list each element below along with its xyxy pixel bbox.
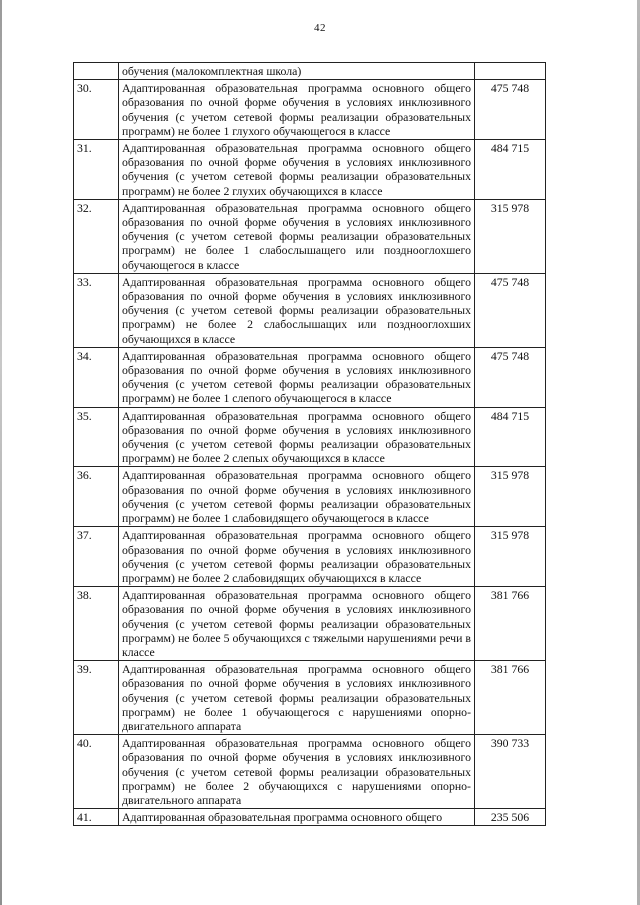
table-row xyxy=(74,661,546,735)
program-description: Адаптированная образовательная программа основного общего образования по очной форме обучения в условиях инклюзивного обучения (с учетом сетевой формы реализации образовательных программ) не более 1 глухого обучающегося в классе xyxy=(119,80,475,140)
program-description: Адаптированная образовательная программа основного общего образования по очной форме обучения в условиях инклюзивного обучения (с учетом сетевой формы реализации образовательных программ) не более 5 обучающихся с тяжелыми нарушениями речи в классе xyxy=(119,587,475,661)
row-number: 30. xyxy=(74,80,119,140)
row-number: 33. xyxy=(74,273,119,347)
row-number: 38. xyxy=(74,587,119,661)
cost-value: 475 748 xyxy=(475,273,546,347)
table-row xyxy=(74,809,546,826)
table-row xyxy=(74,80,546,140)
table-row xyxy=(74,347,546,407)
cost-norms-table xyxy=(73,62,546,826)
table-row xyxy=(74,407,546,467)
row-number: 37. xyxy=(74,527,119,587)
cost-value: 381 766 xyxy=(475,587,546,661)
cost-value: 390 733 xyxy=(475,735,546,809)
page-number: 42 xyxy=(314,22,326,34)
program-description: Адаптированная образовательная программа основного общего xyxy=(119,809,475,826)
program-description: Адаптированная образовательная программа основного общего образования по очной форме обучения в условиях инклюзивного обучения (с учетом сетевой формы реализации образовательных программ) не более 2 слабослышащих или позднооглохших обучающихся в классе xyxy=(119,273,475,347)
cost-value xyxy=(475,63,546,80)
row-number: 39. xyxy=(74,661,119,735)
cost-value: 475 748 xyxy=(475,347,546,407)
table-row xyxy=(74,527,546,587)
cost-value: 315 978 xyxy=(475,467,546,527)
row-number: 36. xyxy=(74,467,119,527)
program-description: Адаптированная образовательная программа основного общего образования по очной форме обучения в условиях инклюзивного обучения (с учетом сетевой формы реализации образовательных программ) не более 1 слепого обучающегося в классе xyxy=(119,347,475,407)
cost-value: 315 978 xyxy=(475,527,546,587)
cost-value: 475 748 xyxy=(475,80,546,140)
row-number: 31. xyxy=(74,140,119,200)
program-description: Адаптированная образовательная программа основного общего образования по очной форме обучения в условиях инклюзивного обучения (с учетом сетевой формы реализации образовательных программ) не более 1 слабослышащего или позднооглохшего обучающегося в классе xyxy=(119,199,475,273)
program-description: Адаптированная образовательная программа основного общего образования по очной форме обучения в условиях инклюзивного обучения (с учетом сетевой формы реализации образовательных программ) не более 1 слабовидящего обучающегося в классе xyxy=(119,467,475,527)
cost-value: 484 715 xyxy=(475,407,546,467)
table-row xyxy=(74,273,546,347)
scan-edge-left xyxy=(0,0,2,905)
cost-value: 235 506 xyxy=(475,809,546,826)
table-row xyxy=(74,199,546,273)
program-description: Адаптированная образовательная программа основного общего образования по очной форме обучения в условиях инклюзивного обучения (с учетом сетевой формы реализации образовательных программ) не более 2 слепых обучающихся в классе xyxy=(119,407,475,467)
row-number: 41. xyxy=(74,809,119,826)
cost-value: 484 715 xyxy=(475,140,546,200)
table-row xyxy=(74,735,546,809)
row-number: 40. xyxy=(74,735,119,809)
cost-value: 381 766 xyxy=(475,661,546,735)
row-number: 35. xyxy=(74,407,119,467)
table-row xyxy=(74,467,546,527)
program-description: Адаптированная образовательная программа основного общего образования по очной форме обучения в условиях инклюзивного обучения (с учетом сетевой формы реализации образовательных программ) не более 2 глухих обучающихся в классе xyxy=(119,140,475,200)
table-row xyxy=(74,587,546,661)
table-body xyxy=(74,63,546,826)
program-description: Адаптированная образовательная программа основного общего образования по очной форме обучения в условиях инклюзивного обучения (с учетом сетевой формы реализации образовательных программ) не более 1 обучающегося с нарушениями опорно-двигательного аппарата xyxy=(119,661,475,735)
table-row xyxy=(74,140,546,200)
row-number xyxy=(74,63,119,80)
row-number: 32. xyxy=(74,199,119,273)
program-description: Адаптированная образовательная программа основного общего образования по очной форме обучения в условиях инклюзивного обучения (с учетом сетевой формы реализации образовательных программ) не более 2 слабовидящих обучающихся в классе xyxy=(119,527,475,587)
program-description: обучения (малокомплектная школа) xyxy=(119,63,475,80)
row-number: 34. xyxy=(74,347,119,407)
continuation-row xyxy=(74,63,546,80)
cost-value: 315 978 xyxy=(475,199,546,273)
program-description: Адаптированная образовательная программа основного общего образования по очной форме обучения в условиях инклюзивного обучения (с учетом сетевой формы реализации образовательных программ) не более 2 обучающихся с нарушениями опорно-двигательного аппарата xyxy=(119,735,475,809)
